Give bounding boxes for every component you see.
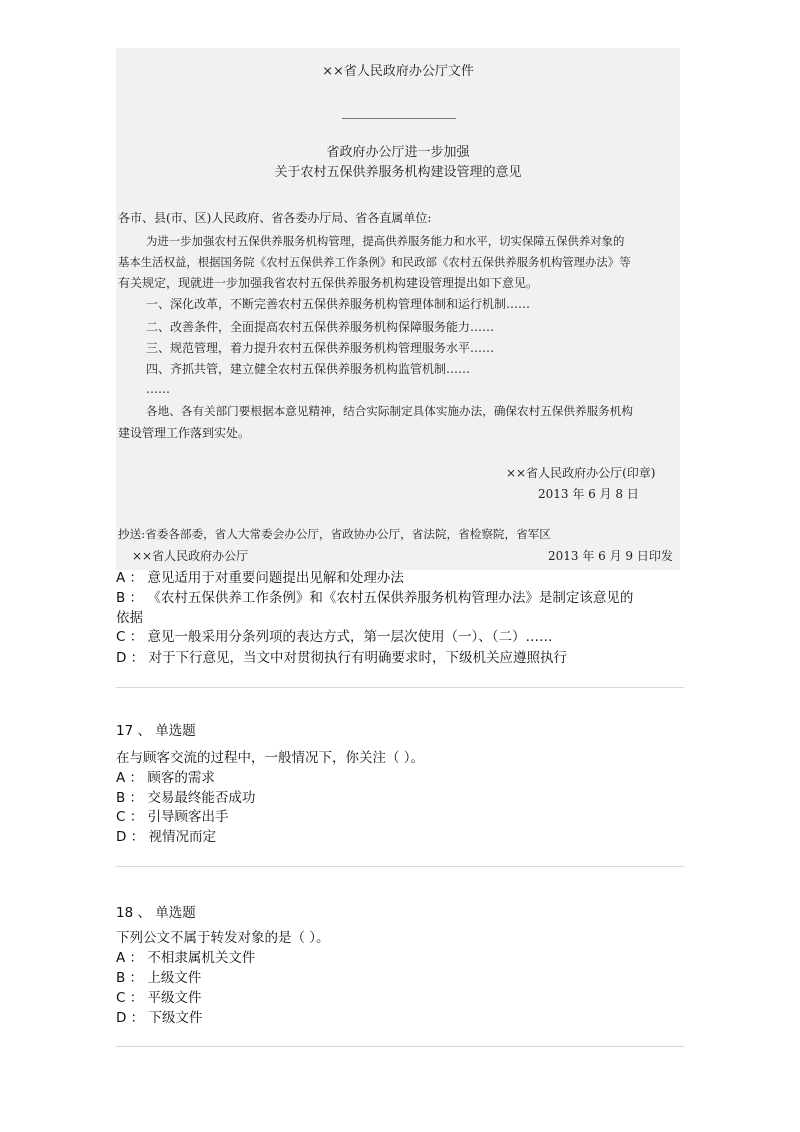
question-divider	[116, 1046, 684, 1047]
option-a[interactable]: A ： 不相隶属机关文件	[116, 950, 256, 966]
question-stem: 在与顾客交流的过程中，一般情况下，你关注（ ）。	[116, 750, 425, 766]
option-d[interactable]: D ： 下级文件	[116, 1010, 203, 1026]
question-stem: 下列公文不属于转发对象的是（ ）。	[116, 930, 330, 946]
document-body-line: 各地、各有关部门要根据本意见精神，结合实际制定具体实施办法，确保农村五保供养服务机构	[146, 404, 633, 418]
question-heading: 17 、 单选题	[116, 723, 196, 739]
question-divider	[116, 687, 684, 688]
document-seal: ××省人民政府办公厅(印章)	[506, 466, 656, 480]
question-divider	[116, 866, 684, 867]
header-divider	[342, 118, 456, 119]
option-c[interactable]: C ： 平级文件	[116, 990, 202, 1006]
document-body-line: 一、深化改革，不断完善农村五保供养服务机构管理体制和运行机制……	[146, 297, 531, 311]
option-b[interactable]: B ： 交易最终能否成功	[116, 790, 256, 806]
document-date: 2013 年 6 月 8 日	[538, 487, 639, 501]
option-d[interactable]: D ： 对于下行意见，当文中对贯彻执行有明确要求时，下级机关应遵照执行	[116, 650, 567, 666]
document-print-date: 2013 年 6 月 9 日印发	[548, 549, 673, 563]
document-title-line2: 关于农村五保供养服务机构建设管理的意见	[274, 165, 522, 180]
option-c[interactable]: C ： 引导顾客出手	[116, 809, 229, 825]
document-title-line1: 省政府办公厅进一步加强	[326, 145, 470, 160]
document-body-line: 基本生活权益，根据国务院《农村五保供养工作条例》和民政部《农村五保供养服务机构管理办法》等	[118, 255, 631, 269]
scanned-document-image	[116, 48, 680, 570]
document-addressee: 各市、县(市、区)人民政府、省各委办厅局、省各直属单位:	[118, 211, 432, 225]
option-b[interactable]: B ： 《农村五保供养工作条例》和《农村五保供养服务机构管理办法》是制定该意见的	[116, 590, 634, 606]
document-body-line: 有关规定，现就进一步加强我省农村五保供养服务机构建设管理提出如下意见。	[118, 276, 539, 290]
document-body-line: 三、规范管理，着力提升农村五保供养服务机构管理服务水平……	[146, 341, 495, 355]
document-body-line: 建设管理工作落到实处。	[118, 426, 251, 440]
document-cc: 抄送:省委各部委，省人大常委会办公厅，省政协办公厅，省法院，省检察院，省军区	[118, 527, 551, 541]
option-b-continued: 依据	[116, 610, 143, 626]
option-d[interactable]: D ： 视情况而定	[116, 829, 216, 845]
document-body-line: 二、改善条件，全面提高农村五保供养服务机构保障服务能力……	[146, 320, 495, 334]
option-a[interactable]: A ： 意见适用于对重要问题提出见解和处理办法	[116, 570, 404, 586]
question-heading: 18 、 单选题	[116, 905, 196, 921]
document-issuer: ××省人民政府办公厅	[132, 549, 249, 563]
option-a[interactable]: A ： 顾客的需求	[116, 770, 215, 786]
option-b[interactable]: B ： 上级文件	[116, 970, 202, 986]
document-body-line: 为进一步加强农村五保供养服务机构管理，提高供养服务能力和水平，切实保障五保供养对象的	[146, 234, 625, 248]
document-body-line: 四、齐抓共管，建立健全农村五保供养服务机构监管机制……	[146, 362, 471, 376]
document-header: ××省人民政府办公厅文件	[322, 64, 474, 79]
document-body-line: ……	[146, 382, 170, 396]
option-c[interactable]: C ： 意见一般采用分条列项的表达方式，第一层次使用（一）、（二）……	[116, 629, 553, 645]
